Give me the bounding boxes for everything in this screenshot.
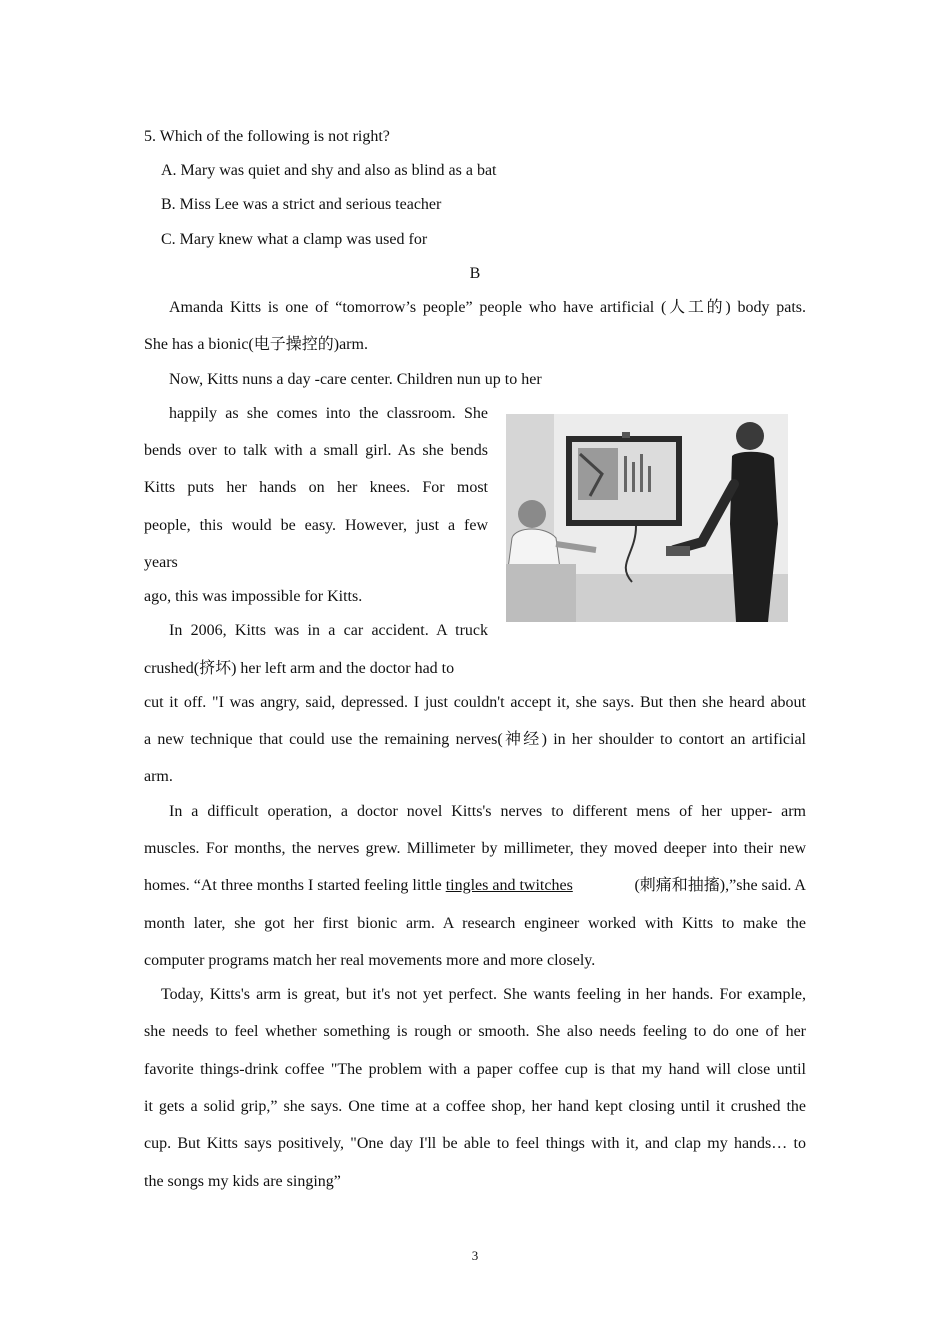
paragraph-5-line-3: favorite things-drink coffee "The problem with a paper coffee cup is that my hand will close until bbox=[144, 1061, 806, 1078]
paragraph-2-line-6: years bbox=[144, 554, 178, 571]
paragraph-3-line-4: a new technique that could use the remaining nerves(神经) in her shoulder to contort an artificial bbox=[144, 731, 806, 748]
photo-kitts-bionic-arm bbox=[506, 414, 788, 622]
underlined-phrase: tingles and twitches bbox=[445, 877, 573, 894]
paragraph-4-line-3-start: homes. “At three months I started feeling little bbox=[144, 877, 446, 894]
paragraph-1-line-2: She has a bionic(电子操控的)arm. bbox=[144, 336, 368, 353]
paragraph-3-line-2: crushed(挤坏) her left arm and the doctor had to bbox=[144, 660, 455, 677]
paragraph-2-line-1: Now, Kitts nuns a day -care center. Children nun up to her bbox=[169, 371, 542, 388]
option-b: B. Miss Lee was a strict and serious teacher bbox=[161, 196, 442, 213]
paragraph-2-line-3: bends over to talk with a small girl. As she bends bbox=[144, 442, 488, 459]
paragraph-5-line-5: cup. But Kitts says positively, "One day I'll be able to feel things with it, and clap my hands… to bbox=[144, 1135, 806, 1152]
paragraph-4-line-3 bbox=[144, 876, 806, 896]
paragraph-4-line-5: computer programs match her real movements more and more closely. bbox=[144, 952, 596, 969]
paragraph-5-line-6: the songs my kids are singing” bbox=[144, 1173, 341, 1190]
option-c: C. Mary knew what a clamp was used for bbox=[161, 231, 428, 248]
page-number: 3 bbox=[471, 1248, 479, 1263]
paragraph-4-line-4: month later, she got her first bionic arm. A research engineer worked with Kitts to make the bbox=[144, 915, 806, 932]
paragraph-2-line-4: Kitts puts her hands on her knees. For most bbox=[144, 479, 488, 496]
paragraph-2-line-7: ago, this was impossible for Kitts. bbox=[144, 588, 363, 605]
paragraph-5-line-4: it gets a solid grip,” she says. One time at a coffee shop, her hand kept closing until it crushed the bbox=[144, 1098, 806, 1115]
photo-illustration bbox=[506, 414, 788, 622]
paragraph-4-line-1: In a difficult operation, a doctor novel Kitts's nerves to different mens of her upper- arm bbox=[169, 803, 806, 820]
option-a: A. Mary was quiet and shy and also as blind as a bat bbox=[161, 162, 497, 179]
section-label: B bbox=[469, 265, 481, 282]
paragraph-5-line-2: she needs to feel whether something is rough or smooth. She also needs feeling to do one of her bbox=[144, 1023, 806, 1040]
question-stem: 5. Which of the following is not right? bbox=[144, 128, 390, 145]
paragraph-1-line-1: Amanda Kitts is one of “tomorrow’s people” people who have artificial (人工的) body pats. bbox=[169, 299, 806, 316]
paragraph-4-line-2: muscles. For months, the nerves grew. Millimeter by millimeter, they moved deeper into their new bbox=[144, 840, 806, 857]
paragraph-2-line-2: happily as she comes into the classroom. She bbox=[169, 405, 488, 422]
paragraph-2-line-5: people, this would be easy. However, just a few bbox=[144, 517, 488, 534]
paragraph-4-line-3-end: (刺痛和抽搐),”she said. A bbox=[634, 877, 806, 894]
paragraph-3-line-1: In 2006, Kitts was in a car accident. A truck bbox=[169, 622, 488, 639]
paragraph-3-line-3: cut it off. "I was angry, said, depressed. I just couldn't accept it, she says. But then she heard about bbox=[144, 694, 806, 711]
paragraph-3-line-5: arm. bbox=[144, 768, 173, 785]
paragraph-5-line-1: Today, Kitts's arm is great, but it's not yet perfect. She wants feeling in her hands. For example, bbox=[161, 986, 806, 1003]
